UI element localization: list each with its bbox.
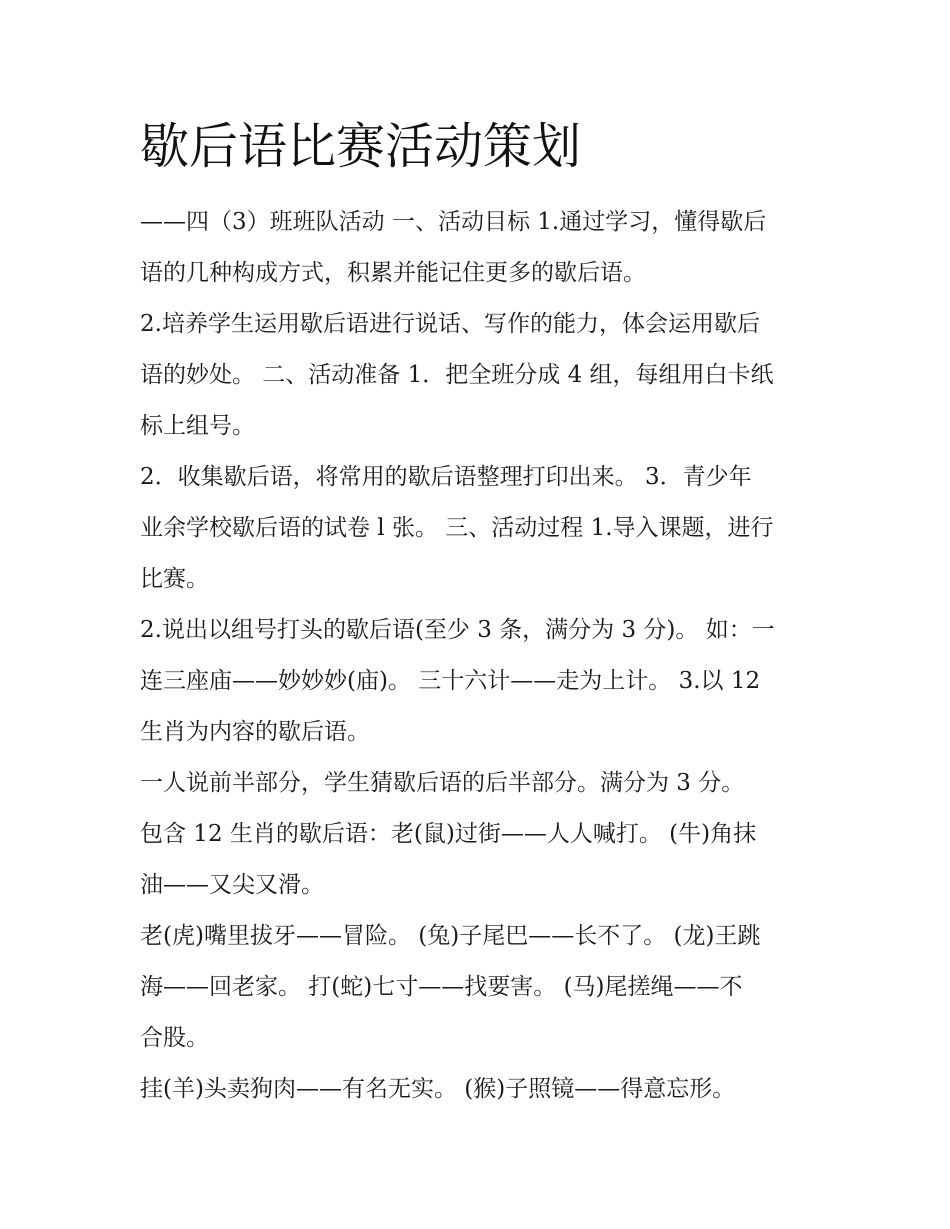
text-line: 2.培养学生运用歇后语进行说话、写作的能力，体会运用歇后 <box>140 311 760 337</box>
text-line: 一人说前半部分，学生猜歇后语的后半部分。满分为 3 分。 <box>140 770 745 796</box>
text-line: 海——回老家。 打(蛇)七寸——找要害。 (马)尾搓绳——不 <box>140 974 743 1000</box>
text-line: ——四（3）班班队活动 一、活动目标 1.通过学习，懂得歇后 <box>140 209 767 235</box>
document-title: 歇后语比赛活动策划 <box>140 118 582 175</box>
text-line: 合股。 <box>140 1025 209 1051</box>
text-line: 标上组号。 <box>140 413 255 439</box>
text-line: 语的几种构成方式，积累并能记住更多的歇后语。 <box>140 260 646 286</box>
text-line: 业余学校歇后语的试卷 l 张。 三、活动过程 1.导入课题，进行 <box>140 515 774 541</box>
text-line: 2．收集歇后语，将常用的歇后语整理打印出来。 3．青少年 <box>140 464 752 490</box>
text-line: 油——又尖又滑。 <box>140 872 324 898</box>
text-line: 老(虎)嘴里拔牙——冒险。 (兔)子尾巴——长不了。 (龙)王跳 <box>140 923 761 949</box>
text-line: 生肖为内容的歇后语。 <box>140 719 370 745</box>
text-line: 比赛。 <box>140 566 209 592</box>
text-line: 语的妙处。 二、活动准备 1．把全班分成 4 组，每组用白卡纸 <box>140 362 774 388</box>
text-line: 包含 12 生肖的歇后语：老(鼠)过街——人人喊打。 (牛)角抹 <box>140 821 757 847</box>
text-line: 挂(羊)头卖狗肉——有名无实。 (猴)子照镜——得意忘形。 <box>140 1076 736 1102</box>
text-line: 2.说出以组号打头的歇后语(至少 3 条，满分为 3 分)。 如：一 <box>140 617 775 643</box>
text-line: 连三座庙——妙妙妙(庙)。 三十六计——走为上计。 3.以 12 <box>140 668 761 694</box>
